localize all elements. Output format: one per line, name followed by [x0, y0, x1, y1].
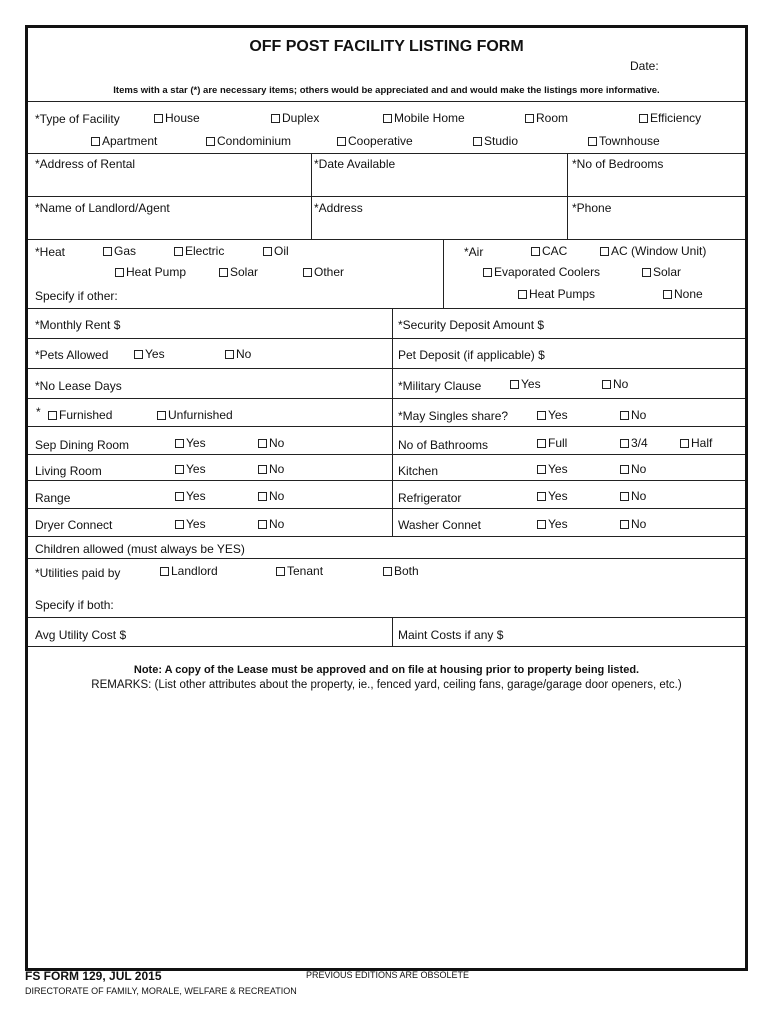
- divider: [28, 617, 745, 618]
- refrigerator-label: Refrigerator: [398, 491, 462, 505]
- facility-option-mobile-home[interactable]: Mobile Home: [383, 111, 465, 125]
- divider: [28, 480, 745, 481]
- bedrooms-field[interactable]: *No of Bedrooms: [572, 157, 664, 171]
- checkbox[interactable]: [225, 350, 234, 359]
- bathrooms-label: No of Bathrooms: [398, 438, 489, 452]
- divider: [28, 239, 745, 240]
- checkbox[interactable]: [531, 247, 540, 256]
- checkbox[interactable]: [258, 439, 267, 448]
- checkbox[interactable]: [642, 268, 651, 277]
- dryer-option-yes[interactable]: Yes: [175, 517, 206, 531]
- divider: [443, 239, 444, 308]
- facility-option-efficiency[interactable]: Efficiency: [639, 111, 701, 125]
- checkbox[interactable]: [483, 268, 492, 277]
- checkbox[interactable]: [160, 567, 169, 576]
- checkbox[interactable]: [175, 465, 184, 474]
- pet-deposit-field[interactable]: Pet Deposit (if applicable) $: [398, 348, 545, 362]
- air-option-cac[interactable]: CAC: [531, 244, 567, 258]
- checkbox[interactable]: [337, 137, 346, 146]
- fridge-option-yes[interactable]: Yes: [537, 489, 568, 503]
- instructions-text: Items with a star (*) are necessary items; others would be appreciated and and would make the listings more informative.: [113, 85, 660, 96]
- checkbox[interactable]: [303, 268, 312, 277]
- checkbox[interactable]: [525, 114, 534, 123]
- bath-option-full[interactable]: Full: [537, 436, 567, 450]
- checkbox[interactable]: [271, 114, 280, 123]
- form-title: OFF POST FACILITY LISTING FORM: [249, 38, 524, 55]
- form-id: FS FORM 129, JUL 2015: [25, 969, 162, 983]
- air-option-window-unit[interactable]: AC (Window Unit): [600, 244, 706, 258]
- air-label: *Air: [464, 245, 484, 259]
- dryer-connect-label: Dryer Connect: [35, 518, 113, 532]
- military-option-yes[interactable]: Yes: [510, 377, 541, 391]
- heat-option-other[interactable]: Other: [303, 265, 344, 279]
- singles-option-no[interactable]: No: [620, 408, 646, 422]
- checkbox[interactable]: [518, 290, 527, 299]
- divider: [28, 153, 745, 154]
- pets-option-no[interactable]: No: [225, 347, 251, 361]
- checkbox[interactable]: [600, 247, 609, 256]
- kitchen-label: Kitchen: [398, 464, 439, 478]
- heat-option-electric[interactable]: Electric: [174, 244, 224, 258]
- divider: [392, 617, 393, 646]
- singles-option-yes[interactable]: Yes: [537, 408, 568, 422]
- furnishing-star: *: [36, 405, 41, 419]
- facility-listing-form: [25, 25, 748, 971]
- bath-option-three-quarter[interactable]: 3/4: [620, 436, 648, 450]
- security-deposit-field[interactable]: *Security Deposit Amount $: [398, 318, 545, 332]
- air-option-heat-pumps[interactable]: Heat Pumps: [518, 287, 595, 301]
- utilities-label: *Utilities paid by: [35, 566, 121, 580]
- avg-utility-cost-field[interactable]: Avg Utility Cost $: [35, 628, 127, 642]
- living-room-label: Living Room: [35, 464, 102, 478]
- military-option-no[interactable]: No: [602, 377, 628, 391]
- checkbox[interactable]: [276, 567, 285, 576]
- checkbox[interactable]: [175, 439, 184, 448]
- checkbox[interactable]: [175, 520, 184, 529]
- fridge-option-no[interactable]: No: [620, 489, 646, 503]
- lease-note: Note: A copy of the Lease must be approved and on file at housing prior to property being listed.: [133, 664, 640, 676]
- landlord-address-field[interactable]: *Address: [314, 201, 363, 215]
- heat-option-gas[interactable]: Gas: [103, 244, 136, 258]
- facility-option-apartment[interactable]: Apartment: [91, 134, 157, 148]
- facility-option-duplex[interactable]: Duplex: [271, 111, 319, 125]
- checkbox[interactable]: [115, 268, 124, 277]
- checkbox[interactable]: [620, 492, 629, 501]
- range-option-no[interactable]: No: [258, 489, 284, 503]
- washer-connect-label: Washer Connet: [398, 518, 481, 532]
- facility-type-label: *Type of Facility: [35, 112, 120, 126]
- air-option-evaporated-coolers[interactable]: Evaporated Coolers: [483, 265, 600, 279]
- checkbox[interactable]: [263, 247, 272, 256]
- children-allowed-label: Children allowed (must always be YES): [35, 542, 245, 556]
- checkbox[interactable]: [537, 465, 546, 474]
- military-clause-label: *Military Clause: [398, 379, 482, 393]
- dining-room-label: Sep Dining Room: [35, 438, 130, 452]
- checkbox[interactable]: [219, 268, 228, 277]
- living-option-yes[interactable]: Yes: [175, 462, 206, 476]
- date-available-field[interactable]: *Date Available: [314, 157, 396, 171]
- checkbox[interactable]: [174, 247, 183, 256]
- heat-option-heat-pump[interactable]: Heat Pump: [115, 265, 186, 279]
- checkbox[interactable]: [91, 137, 100, 146]
- dining-option-no[interactable]: No: [258, 436, 284, 450]
- facility-option-townhouse[interactable]: Townhouse: [588, 134, 660, 148]
- washer-option-no[interactable]: No: [620, 517, 646, 531]
- checkbox[interactable]: [537, 439, 546, 448]
- divider: [28, 558, 745, 559]
- divider: [28, 308, 745, 309]
- divider: [392, 308, 393, 536]
- maint-costs-field[interactable]: Maint Costs if any $: [398, 628, 504, 642]
- checkbox[interactable]: [154, 114, 163, 123]
- divider: [28, 536, 745, 537]
- date-label: Date:: [630, 59, 659, 73]
- checkbox[interactable]: [663, 290, 672, 299]
- utilities-option-tenant[interactable]: Tenant: [276, 564, 323, 578]
- checkbox[interactable]: [134, 350, 143, 359]
- furnished-option[interactable]: Furnished: [48, 408, 112, 422]
- utilities-specify-field[interactable]: Specify if both:: [35, 598, 114, 612]
- divider: [28, 368, 745, 369]
- checkbox[interactable]: [157, 411, 166, 420]
- utilities-option-landlord[interactable]: Landlord: [160, 564, 218, 578]
- facility-option-studio[interactable]: Studio: [473, 134, 518, 148]
- range-option-yes[interactable]: Yes: [175, 489, 206, 503]
- checkbox[interactable]: [206, 137, 215, 146]
- landlord-phone-field[interactable]: *Phone: [572, 201, 612, 215]
- facility-option-cooperative[interactable]: Cooperative: [337, 134, 413, 148]
- checkbox[interactable]: [383, 567, 392, 576]
- divider: [28, 426, 745, 427]
- landlord-name-field[interactable]: *Name of Landlord/Agent: [35, 201, 170, 215]
- previous-editions-note: PREVIOUS EDITIONS ARE OBSOLETE: [306, 970, 470, 980]
- heat-specify-field[interactable]: Specify if other:: [35, 289, 118, 303]
- checkbox[interactable]: [175, 492, 184, 501]
- divider: [28, 101, 745, 102]
- checkbox[interactable]: [588, 137, 597, 146]
- dining-option-yes[interactable]: Yes: [175, 436, 206, 450]
- range-label: Range: [35, 491, 71, 505]
- living-option-no[interactable]: No: [258, 462, 284, 476]
- pets-label: *Pets Allowed: [35, 348, 109, 362]
- checkbox[interactable]: [537, 492, 546, 501]
- checkbox[interactable]: [620, 439, 629, 448]
- checkbox[interactable]: [258, 465, 267, 474]
- utilities-option-both[interactable]: Both: [383, 564, 419, 578]
- washer-option-yes[interactable]: Yes: [537, 517, 568, 531]
- no-lease-days-field[interactable]: *No Lease Days: [35, 379, 122, 393]
- checkbox[interactable]: [473, 137, 482, 146]
- facility-option-condominium[interactable]: Condominium: [206, 134, 291, 148]
- singles-share-label: *May Singles share?: [398, 409, 509, 423]
- directorate-name: DIRECTORATE OF FAMILY, MORALE, WELFARE & RECREATION: [25, 986, 297, 996]
- checkbox[interactable]: [620, 411, 629, 420]
- divider: [28, 646, 745, 647]
- checkbox[interactable]: [620, 520, 629, 529]
- checkbox[interactable]: [48, 411, 57, 420]
- facility-option-room[interactable]: Room: [525, 111, 568, 125]
- bath-option-half[interactable]: Half: [680, 436, 712, 450]
- divider: [28, 508, 745, 509]
- heat-option-solar[interactable]: Solar: [219, 265, 258, 279]
- divider: [28, 338, 745, 339]
- dryer-option-no[interactable]: No: [258, 517, 284, 531]
- divider: [28, 398, 745, 399]
- divider: [28, 196, 745, 197]
- checkbox[interactable]: [258, 520, 267, 529]
- checkbox[interactable]: [680, 439, 689, 448]
- heat-label: *Heat: [35, 245, 66, 259]
- checkbox[interactable]: [639, 114, 648, 123]
- air-option-none[interactable]: None: [663, 287, 703, 301]
- checkbox[interactable]: [620, 465, 629, 474]
- kitchen-option-yes[interactable]: Yes: [537, 462, 568, 476]
- checkbox[interactable]: [383, 114, 392, 123]
- unfurnished-option[interactable]: Unfurnished: [157, 408, 233, 422]
- remarks-field[interactable]: REMARKS: (List other attributes about the property, ie., fenced yard, ceiling fans, garage/garage door openers, etc.): [91, 679, 682, 691]
- checkbox[interactable]: [537, 520, 546, 529]
- kitchen-option-no[interactable]: No: [620, 462, 646, 476]
- air-option-solar[interactable]: Solar: [642, 265, 681, 279]
- facility-option-house[interactable]: House: [154, 111, 200, 125]
- checkbox[interactable]: [103, 247, 112, 256]
- checkbox[interactable]: [537, 411, 546, 420]
- divider: [28, 454, 745, 455]
- checkbox[interactable]: [258, 492, 267, 501]
- checkbox[interactable]: [510, 380, 519, 389]
- monthly-rent-field[interactable]: *Monthly Rent $: [35, 318, 121, 332]
- heat-option-oil[interactable]: Oil: [263, 244, 289, 258]
- pets-option-yes[interactable]: Yes: [134, 347, 165, 361]
- rental-address-field[interactable]: *Address of Rental: [35, 157, 136, 171]
- checkbox[interactable]: [602, 380, 611, 389]
